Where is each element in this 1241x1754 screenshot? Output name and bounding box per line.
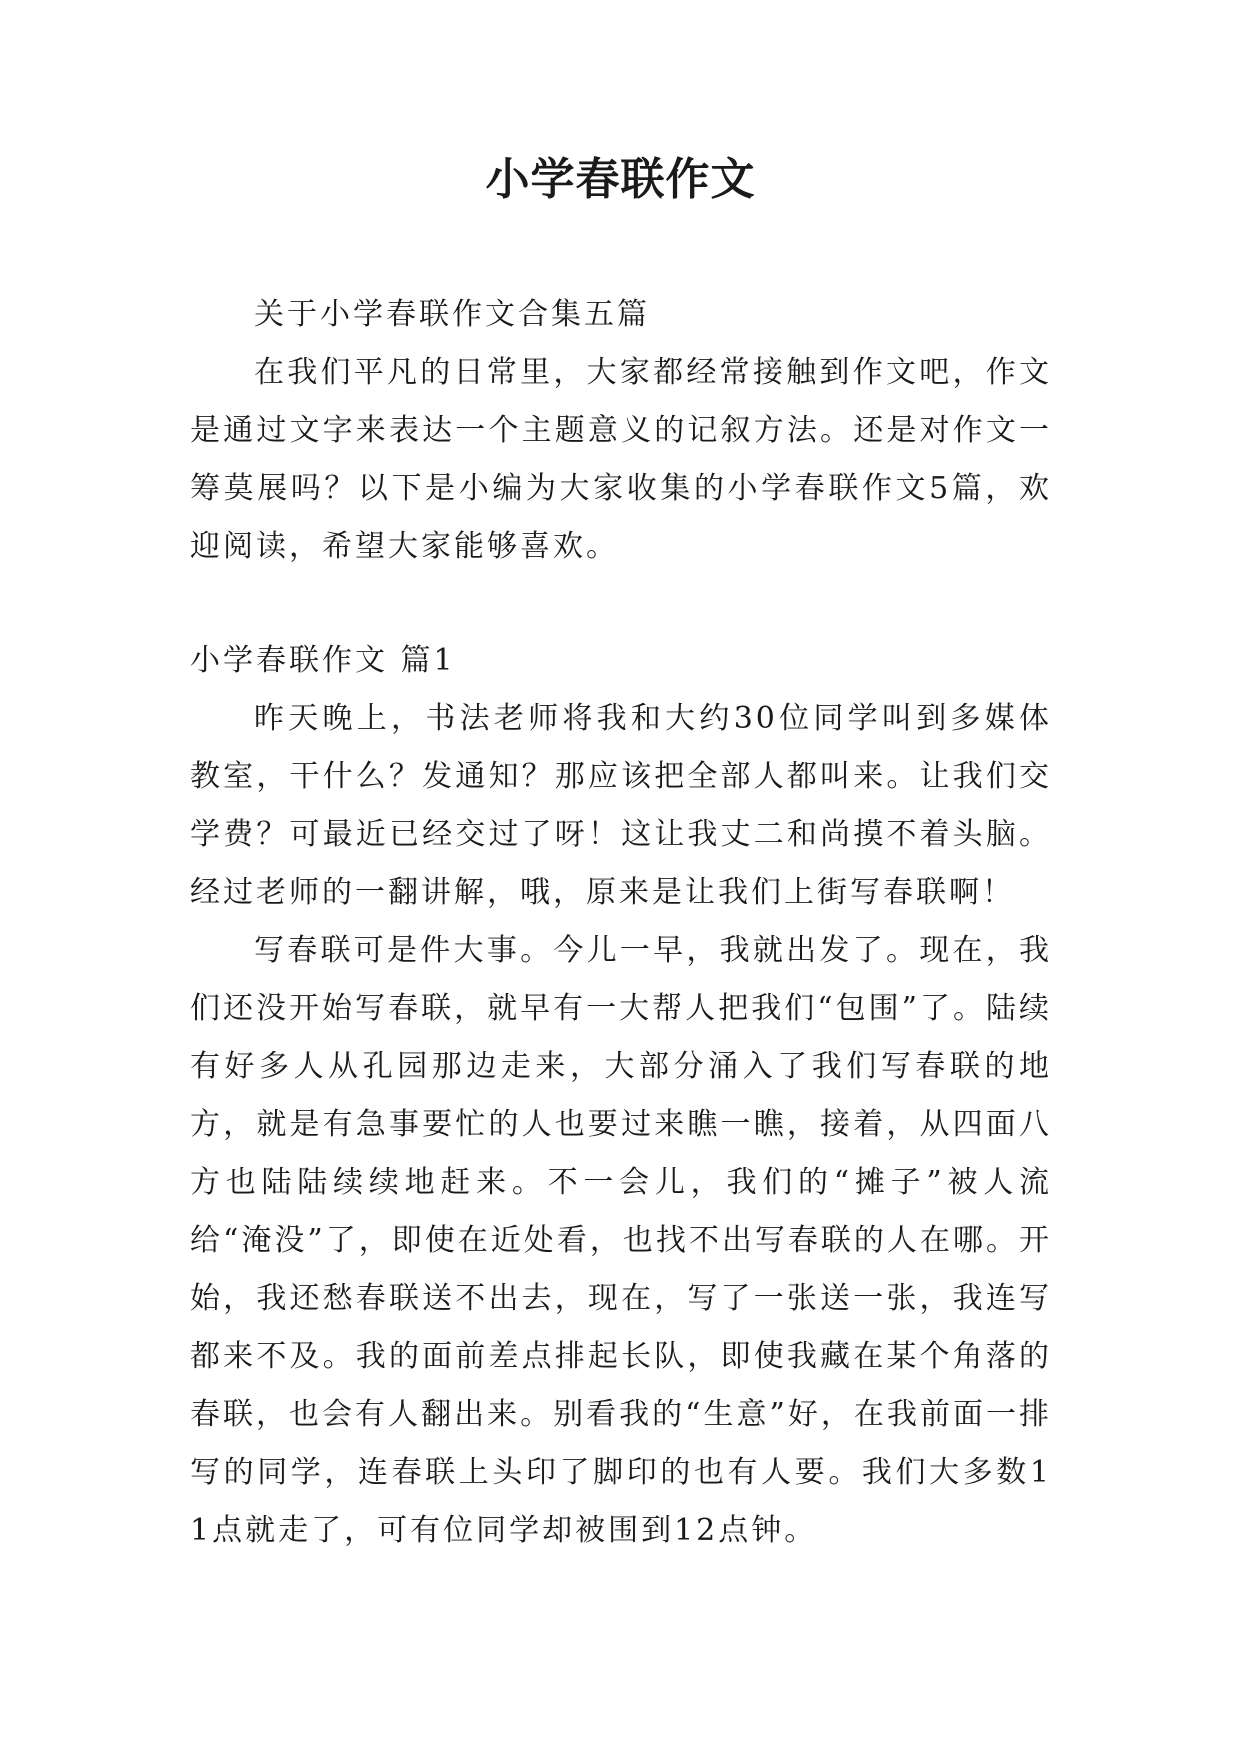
intro-paragraph: 在我们平凡的日常里，大家都经常接触到作文吧，作文是通过文字来表达一个主题意义的记叙方法。还是对作文一筹莫展吗？以下是小编为大家收集的小学春联作文5篇，欢迎阅读，希望大家能够喜欢。: [190, 355, 1052, 564]
section-heading: 小学春联作文 篇1: [190, 643, 456, 678]
section-paragraph: 写春联可是件大事。今儿一早，我就出发了。现在，我们还没开始写春联，就早有一大帮人把我们“包围”了。陆续有好多人从孔园那边走来，大部分涌入了我们写春联的地方，就是有急事要忙的人也要过来瞧一瞧，接着，从四面八方也陆陆续续地赶来。不一会儿，我们的“摊子”被人流给“淹没”了，即使在近处看，也找不出写春联的人在哪。开始，我还愁春联送不出去，现在，写了一张送一张，我连写都来不及。我的面前差点排起长队，即使我藏在某个角落的春联，也会有人翻出来。别看我的“生意”好，在我前面一排写的同学，连春联上头印了脚印的也有人要。我们大多数11点就走了，可有位同学却被围到12点钟。: [190, 933, 1052, 1548]
document-subtitle: 关于小学春联作文合集五篇: [254, 297, 650, 332]
section-paragraph: 昨天晚上，书法老师将我和大约30位同学叫到多媒体教室，干什么？发通知？那应该把全部人都叫来。让我们交学费？可最近已经交过了呀！这让我丈二和尚摸不着头脑。经过老师的一翻讲解，哦，原来是让我们上街写春联啊！: [190, 701, 1052, 910]
document-title: 小学春联作文: [485, 154, 756, 205]
document-body: [190, 286, 1052, 1560]
section-spacer: [190, 576, 1052, 632]
